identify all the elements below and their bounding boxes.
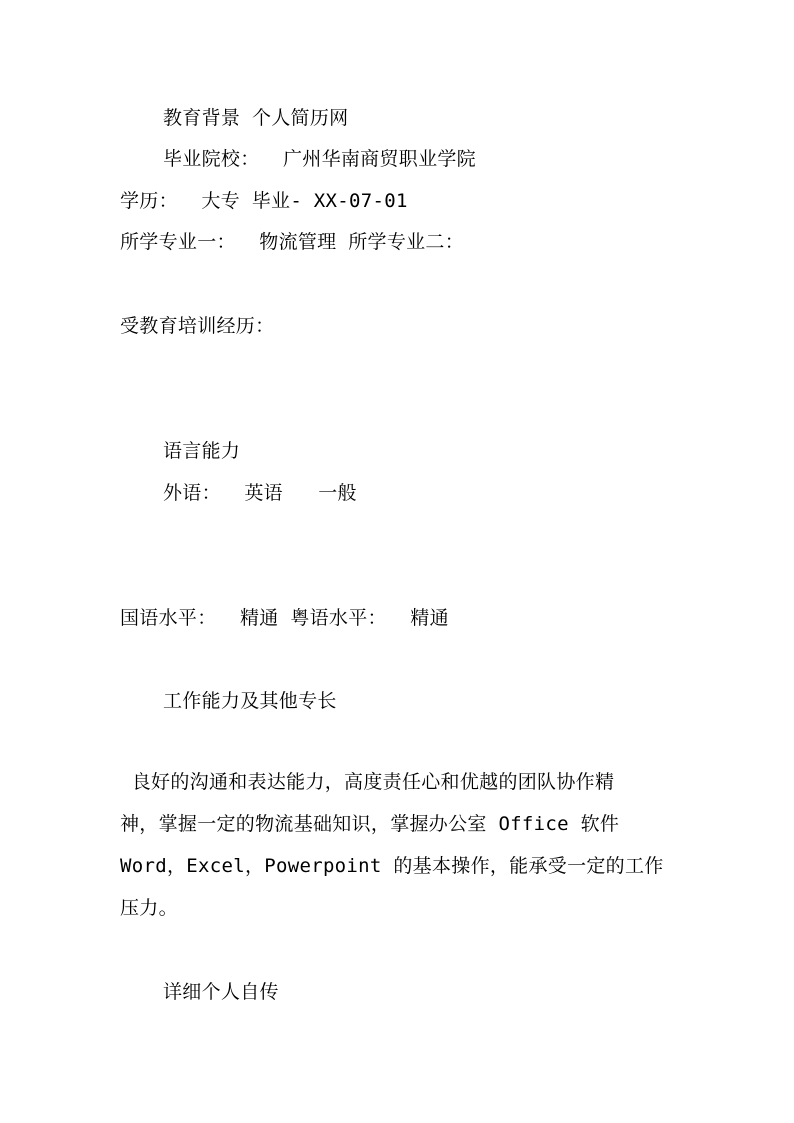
skills-heading: 工作能力及其他专长 bbox=[163, 690, 337, 712]
autobiography-heading: 详细个人自传 bbox=[163, 981, 279, 1003]
skills-paragraph-line: 压力。 bbox=[120, 897, 178, 919]
training-line: 受教育培训经历： bbox=[120, 315, 275, 337]
skills-paragraph-line: 神，掌握一定的物流基础知识，掌握办公室 Office 软件 bbox=[120, 813, 620, 835]
education-heading: 教育背景 个人简历网 bbox=[163, 107, 349, 129]
school-line: 毕业院校： 广州华南商贸职业学院 bbox=[163, 148, 476, 170]
skills-paragraph-line: Word，Excel，Powerpoint 的基本操作，能承受一定的工作 bbox=[120, 855, 664, 877]
major-line: 所学专业一： 物流管理 所学专业二： bbox=[120, 231, 465, 253]
language-heading: 语言能力 bbox=[163, 440, 241, 462]
degree-line: 学历： 大专 毕业- XX-07-01 bbox=[120, 190, 408, 212]
foreign-language-line: 外语： 英语 一般 bbox=[163, 482, 357, 504]
language-proficiency-line: 国语水平： 精通 粤语水平： 精通 bbox=[120, 607, 449, 629]
skills-paragraph-line: 良好的沟通和表达能力，高度责任心和优越的团队协作精 bbox=[120, 771, 615, 793]
